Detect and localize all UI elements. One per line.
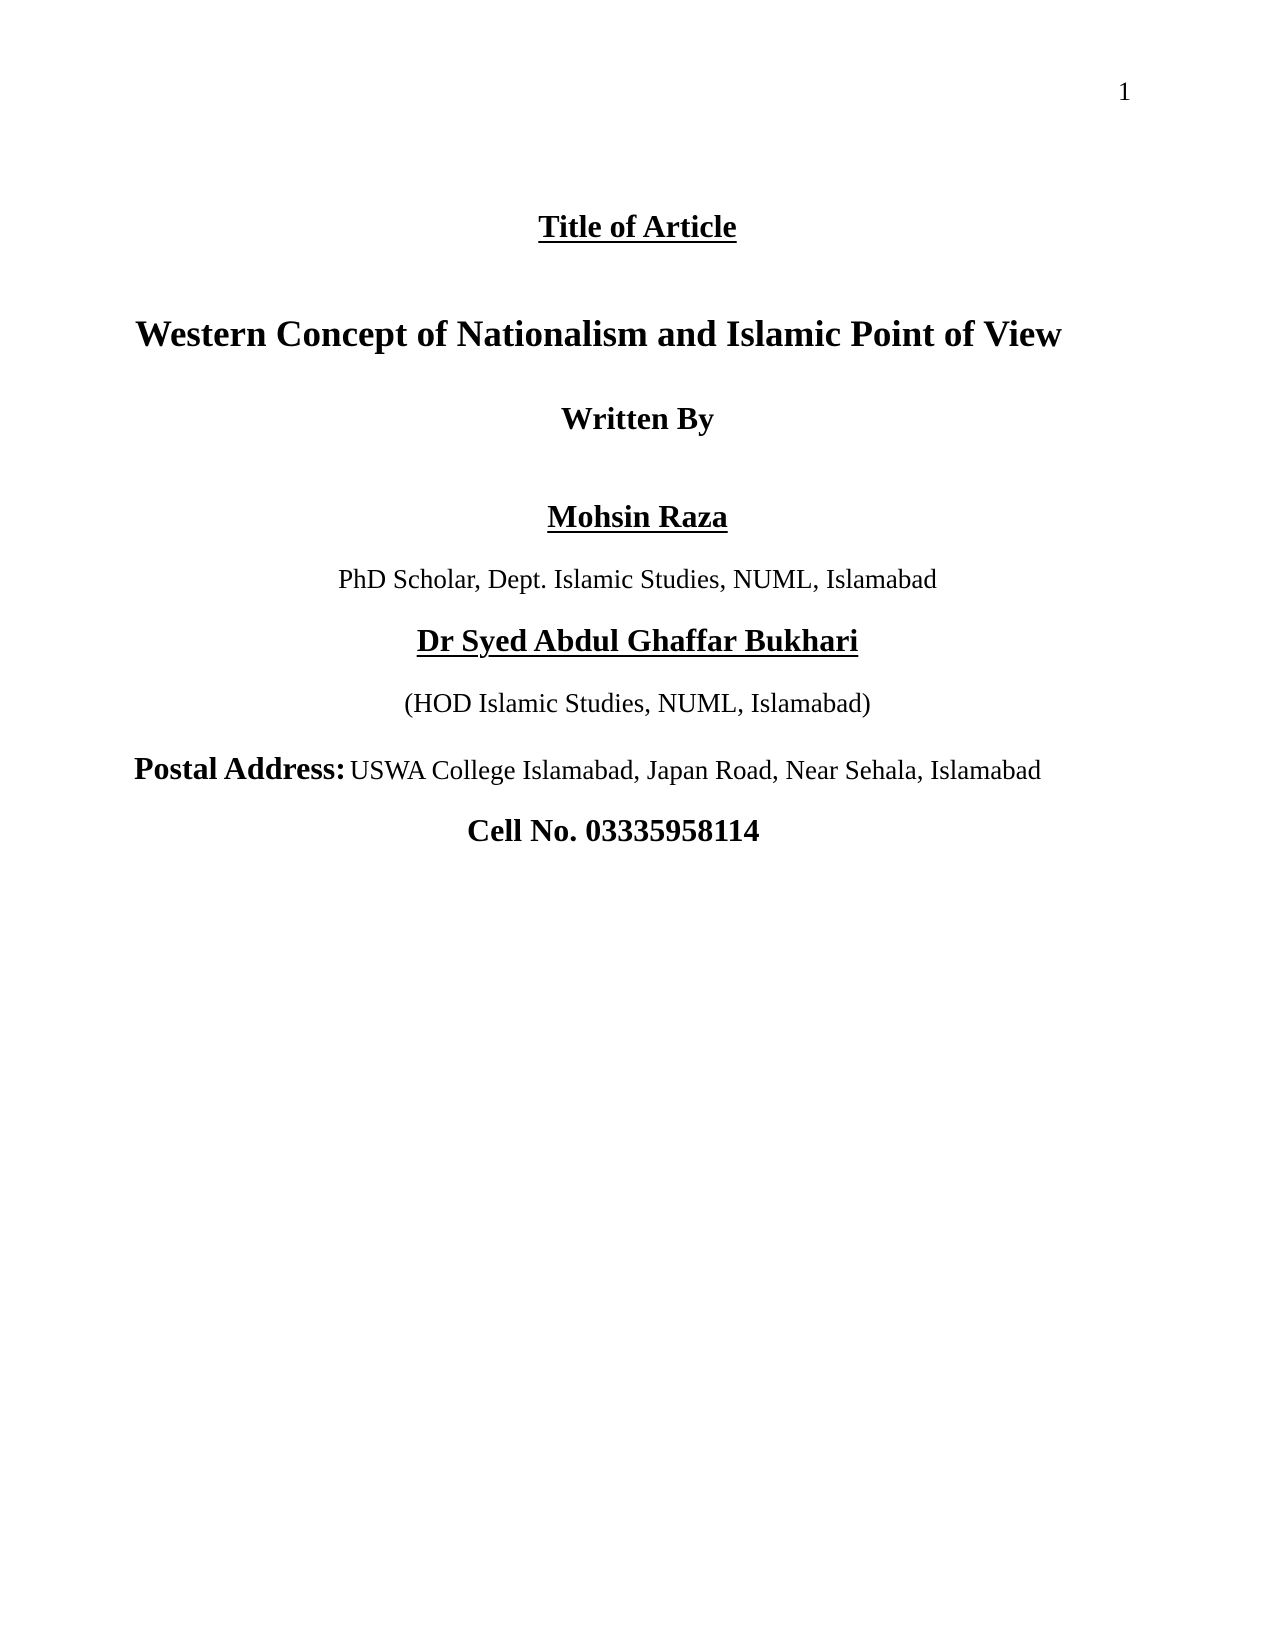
page-number: 1 bbox=[1118, 77, 1131, 106]
title-of-article-heading: Title of Article bbox=[538, 208, 737, 244]
author-name-2: Dr Syed Abdul Ghaffar Bukhari bbox=[416, 622, 859, 658]
author-affiliation-2: (HOD Islamic Studies, NUML, Islamabad) bbox=[404, 688, 871, 718]
author-name-1: Mohsin Raza bbox=[547, 498, 728, 534]
postal-address-value: USWA College Islamabad, Japan Road, Near Sehala, Islamabad bbox=[349, 755, 1042, 785]
written-by-label: Written By bbox=[560, 400, 715, 436]
author-affiliation-1: PhD Scholar, Dept. Islamic Studies, NUML, Islamabad bbox=[338, 564, 937, 594]
cell-number: Cell No. 03335958114 bbox=[467, 812, 760, 848]
postal-address-line bbox=[134, 752, 1041, 784]
article-title: Western Concept of Nationalism and Islamic Point of View bbox=[135, 314, 1063, 355]
postal-address-label: Postal Address: bbox=[134, 750, 346, 786]
